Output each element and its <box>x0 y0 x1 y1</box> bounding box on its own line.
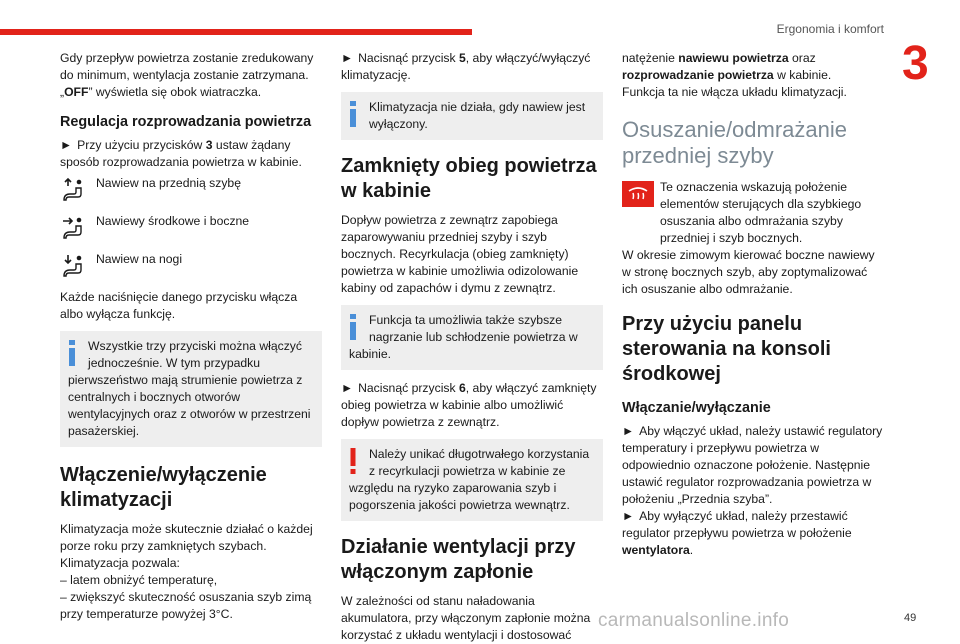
list-item: – zwiększyć skuteczność osuszania szyb zimą przy temperaturze powyżej 3°C. <box>60 590 312 621</box>
arrow-bullet-icon: ► <box>60 138 73 152</box>
center-side-vent-icon <box>60 215 88 241</box>
arrow-bullet-icon: ► <box>341 381 354 395</box>
warning-icon <box>349 448 359 474</box>
paragraph-off: Gdy przepływ powietrza zostanie zredukowany do minimum, wentylacja zostanie zatrzymana. „OFF” wyświetla się obok wiatraczka. <box>60 51 314 99</box>
paragraph-no-ac: Funkcja ta nie włącza układu klimatyzacji. <box>622 85 847 99</box>
column-1 <box>60 50 322 623</box>
paragraph-each-press: Każde naciśnięcie danego przycisku włącza albo wyłącza funkcję. <box>60 290 298 321</box>
heading-air-conditioning: Włączenie/wyłączenie klimatyzacji <box>60 464 267 511</box>
paragraph-button-6: ► Nacisnąć przycisk 6, aby włączyć zamknięty obieg powietrza w kabinie albo umożliwić dopływ powietrza z zewnątrz. <box>341 381 597 429</box>
paragraph-continued: natężenie nawiewu powietrza oraz rozprowadzanie powietrza w kabinie. <box>622 51 832 82</box>
feet-vent-icon <box>60 253 88 279</box>
windscreen-vent-icon <box>60 177 88 203</box>
heading-defrost: Osuszanie/odmrażanie przedniej szyby <box>622 117 848 168</box>
paragraph-switch-off: ► Aby wyłączyć układ, należy przestawić regulator przepływu powietrza w położenie wentylatora. <box>622 509 852 557</box>
heading-air-distribution: Regulacja rozprowadzania powietrza <box>60 114 312 130</box>
defrost-symbol-block: Te oznaczenia wskazują położenie elementów sterujących dla szybkiego osuszania albo odmrażania szyby przedniej i szyb bocznych. <box>622 179 884 247</box>
heading-on-off: Włączanie/wyłączanie <box>622 400 771 416</box>
watermark: carmanualsonline.info <box>598 610 790 631</box>
column-2 <box>341 50 603 644</box>
heading-recirculation: Zamknięty obieg powietrza w kabinie <box>341 155 597 202</box>
vent-feet: Nawiew na nogi <box>60 251 322 279</box>
header-accent-bar <box>0 29 472 35</box>
paragraph-recirculation: Dopływ powietrza z zewnątrz zapobiega zaparowywaniu przedniej szyby i szyb bocznych. Recyrkulacja (obieg zamknięty) powietrza w kabinie umożliwia odizolowanie kabiny od zapachów i dymu z zewnątrz. <box>341 213 579 295</box>
list-item: – latem obniżyć temperaturę, <box>60 573 218 587</box>
paragraph-ac-1: Klimatyzacja może skutecznie działać o każdej porze roku przy zamkniętych szybach. <box>60 522 313 553</box>
vent-windscreen: Nawiew na przednią szybę <box>60 175 322 203</box>
warning-note: Należy unikać długotrwałego korzystania z recyrkulacji powietrza w kabinie ze względu na ryzyko zaparowania szyb i pogorszenia jakości powietrza wewnątrz. <box>341 439 603 521</box>
paragraph-distribution: ► Przy użyciu przycisków 3 ustaw żądany sposób rozprowadzania powietrza w kabinie. <box>60 138 302 169</box>
info-icon <box>68 340 78 366</box>
paragraph-ventilation: W zależności od stanu naładowania akumulatora, przy włączonym zapłonie można korzystać z układu wentylacji i dostosować <box>341 594 591 642</box>
arrow-bullet-icon: ► <box>622 424 635 438</box>
front-defrost-icon <box>622 181 654 207</box>
info-icon <box>349 101 359 127</box>
heading-control-panel: Przy użyciu panelu sterowania na konsoli środkowej <box>622 313 831 385</box>
chapter-number: 3 <box>902 37 929 90</box>
vent-center-side: Nawiewy środkowe i boczne <box>60 213 322 241</box>
arrow-bullet-icon: ► <box>341 51 354 65</box>
arrow-bullet-icon: ► <box>622 509 635 523</box>
page-number: 49 <box>904 612 917 624</box>
paragraph-winter: W okresie zimowym kierować boczne nawiewy w stronę bocznych szyb, aby zoptymalizować ich osuszanie albo odmrażanie. <box>622 248 875 296</box>
section-title: Ergonomia i komfort <box>776 22 884 36</box>
info-note: Klimatyzacja nie działa, gdy nawiew jest wyłączony. <box>341 92 603 140</box>
paragraph-switch-on: ► Aby włączyć układ, należy ustawić regulatory temperatury i przepływu powietrza w odpowiednio oznaczone położenie. Następnie ustawić regulator rozprowadzania powietrza w położeniu „Przednia szyba”. <box>622 424 883 506</box>
paragraph-ac-2: Klimatyzacja pozwala: <box>60 556 180 570</box>
column-3 <box>622 50 884 559</box>
info-note: Funkcja ta umożliwia także szybsze nagrzanie lub schłodzenie powietrza w kabinie. <box>341 305 603 370</box>
paragraph-button-5: ► Nacisnąć przycisk 5, aby włączyć/wyłączyć klimatyzację. <box>341 51 591 82</box>
info-note: Wszystkie trzy przyciski można włączyć jednocześnie. W tym przypadku pierwszeństwo mają strumienie powietrza z centralnych i bocznych otworów wentylacyjnych oraz z otworów w przestrzeni pasażerskiej. <box>60 331 322 447</box>
info-icon <box>349 314 359 340</box>
heading-ventilation-ignition: Działanie wentylacji przy włączonym zapłonie <box>341 536 576 583</box>
